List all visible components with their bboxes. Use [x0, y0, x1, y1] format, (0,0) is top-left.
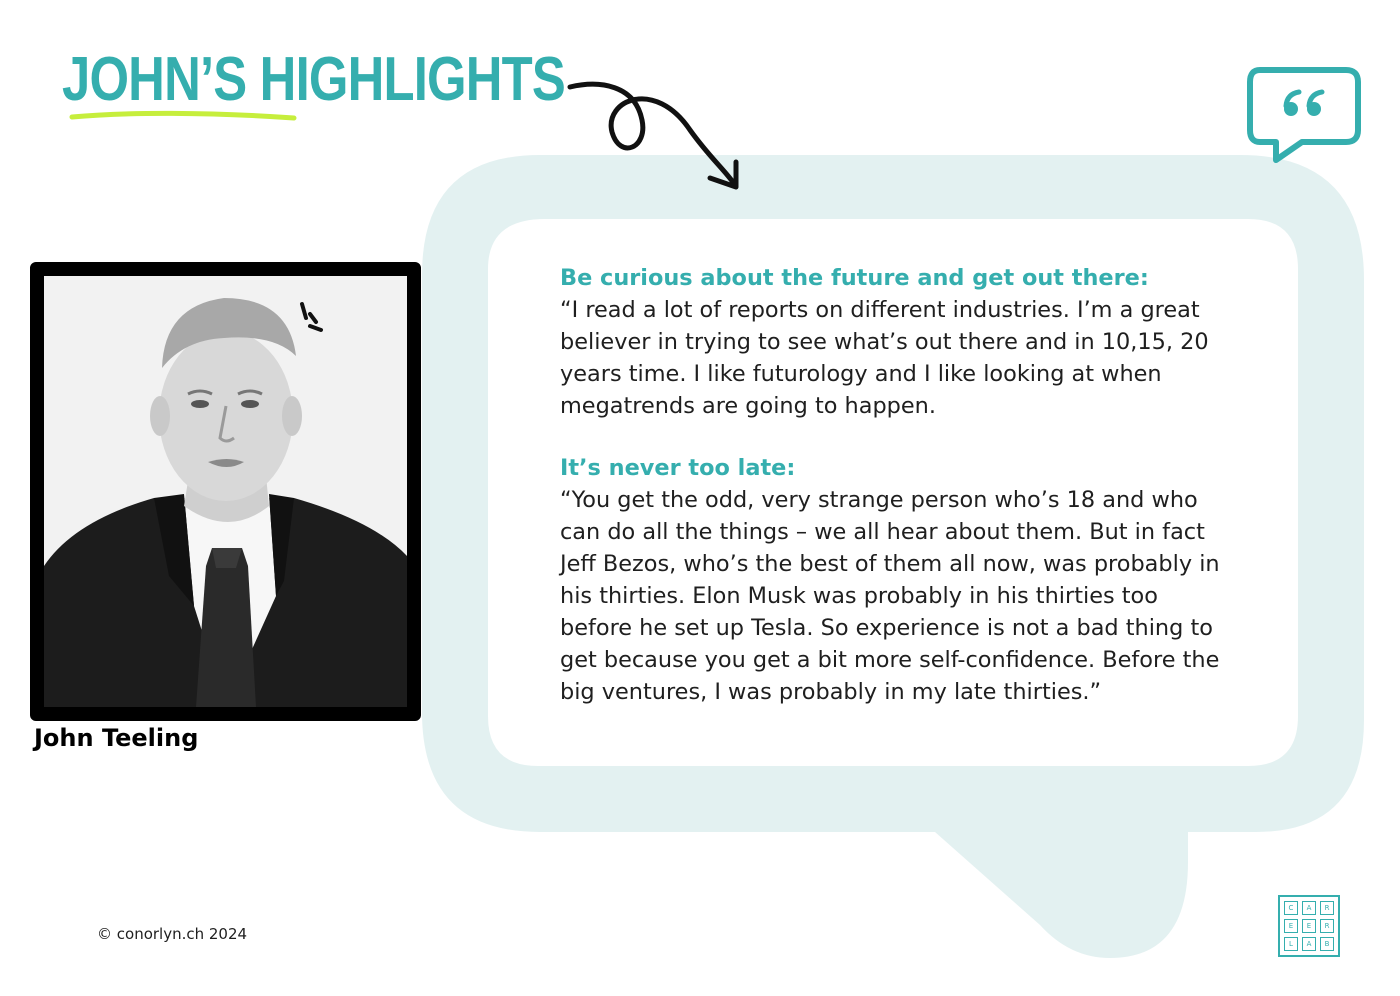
career-lab-logo: [1278, 895, 1340, 957]
quote-heading: It’s never too late:: [560, 455, 796, 481]
quote-line: “I read a lot of reports on different industries. I’m a great: [560, 297, 1200, 323]
profile-photo-frame: [30, 262, 421, 721]
quote-line: big ventures, I was probably in my late thirties.”: [560, 679, 1102, 705]
quote-block-curiosity: [560, 262, 1300, 422]
logo-letter: E: [1284, 919, 1298, 933]
quote-line: megatrends are going to happen.: [560, 393, 936, 419]
quote-line: get because you get a bit more self-confidence. Before the: [560, 647, 1220, 673]
logo-letter: L: [1284, 937, 1298, 951]
quote-line: before he set up Tesla. So experience is not a bad thing to: [560, 615, 1213, 641]
quote-line: his thirties. Elon Musk was probably in his thirties too: [560, 583, 1158, 609]
quote-heading: Be curious about the future and get out there:: [560, 265, 1149, 291]
profile-name-caption: John Teeling: [34, 724, 199, 752]
logo-letter: A: [1302, 901, 1316, 915]
curly-arrow-icon: [560, 70, 750, 195]
copyright-notice: © conorlyn.ch 2024: [97, 925, 248, 943]
quote-line: Jeff Bezos, who’s the best of them all now, was probably in: [560, 551, 1220, 577]
logo-letter: A: [1302, 937, 1316, 951]
quote-bubble-icon: [1246, 66, 1362, 164]
logo-letter: R: [1320, 901, 1334, 915]
quote-content: [560, 262, 1300, 708]
portrait-image: [44, 276, 407, 707]
quote-line: “You get the odd, very strange person who’s 18 and who: [560, 487, 1198, 513]
page-title: JOHN’S HIGHLIGHTS: [62, 45, 565, 114]
logo-letter: B: [1320, 937, 1334, 951]
logo-letter: E: [1302, 919, 1316, 933]
logo-letter: C: [1284, 901, 1298, 915]
quote-block-never-too-late: [560, 452, 1300, 708]
quote-line: can do all the things – we all hear about them. But in fact: [560, 519, 1205, 545]
title-highlight-stroke: [68, 108, 300, 124]
logo-letter: R: [1320, 919, 1334, 933]
quote-line: years time. I like futurology and I like looking at when: [560, 361, 1162, 387]
quote-line: believer in trying to see what’s out there and in 10,15, 20: [560, 329, 1209, 355]
